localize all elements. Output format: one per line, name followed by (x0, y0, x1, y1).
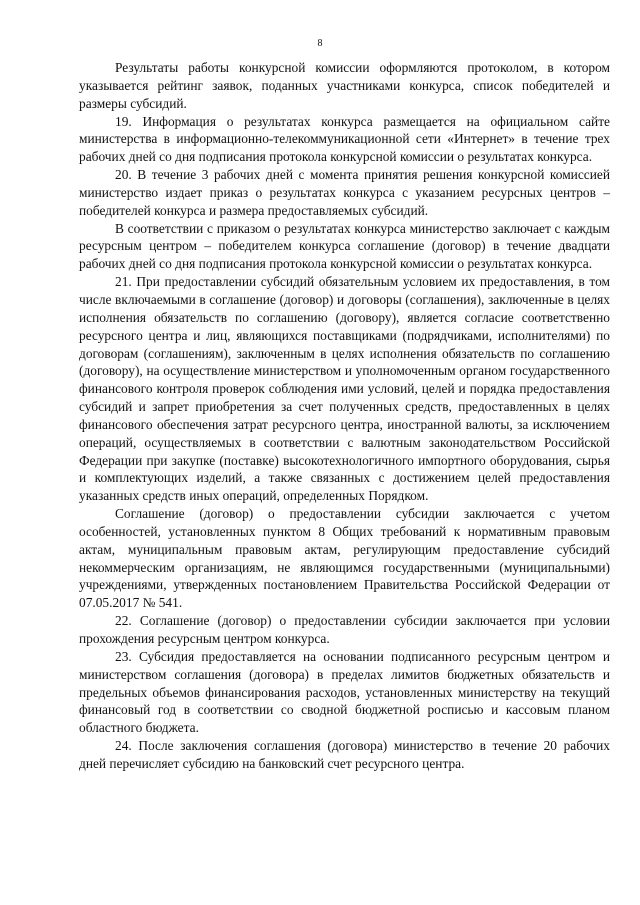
paragraph-agreement-features: Соглашение (договор) о предоставлении субсидии заключается с учетом особенностей, установленных пунктом 8 Общих требований к нормативным правовым актам, муниципальным правовым актам, регулирующим предоставление субсидий некоммерческим организациям, не являющимся государственными (муниципальными) учреждениями, утвержденных постановлением Правительства Российской Федерации от 07.05.2017 № 541. (79, 506, 610, 611)
paragraph-21: 21. При предоставлении субсидий обязательным условием их предоставления, в том числе включаемыми в соглашение (договор) и договоры (соглашения), заключенные в целях исполнения обязательств по соглашению (договору), является согласие соответственно ресурсного центра и лиц, являющихся поставщиками (подрядчиками, исполнителями) по договорам (соглашениям), заключенным в целях исполнения обязательств по соглашению (договору), на осуществление министерством и уполномоченным органом государственного финансового контроля проверок соблюдения ими условий, целей и порядка предоставления субсидий и запрет приобретения за счет полученных средств, предоставленных в целях финансового обеспечения затрат ресурсного центра, иностранной валюты, за исключением операций, осуществляемых в соответствии с валютным законодательством Российской Федерации при закупке (поставке) высокотехнологичного импортного оборудования, сырья и комплектующих изделий, а также связанных с достижением целей предоставления указанных средств иных операций, определенных Порядком. (79, 274, 610, 504)
paragraph-23: 23. Субсидия предоставляется на основании подписанного ресурсным центром и министерством соглашения (договора) в пределах лимитов бюджетных обязательств и предельных объемов финансирования расходов, установленных министерству на текущий финансовый год в соответствии со сводной бюджетной росписью и кассовым планом областного бюджета. (79, 648, 610, 736)
paragraph-20: 20. В течение 3 рабочих дней с момента принятия решения конкурсной комиссией министерство издает приказ о результатах конкурса с указанием ресурсных центров – победителей конкурса и размера предоставляемых субсидий. (79, 167, 610, 218)
page-number: 8 (317, 38, 323, 49)
paragraph-19: 19. Информация о результатах конкурса размещается на официальном сайте министерства в информационно-телекоммуникационной сети «Интернет» в течение трех рабочих дней со дня подписания протокола конкурсной комиссии о результатах конкурса. (79, 113, 610, 165)
paragraph-24: 24. После заключения соглашения (договора) министерство в течение 20 рабочих дней перечисляет субсидию на банковский счет ресурсного центра. (79, 738, 610, 771)
paragraph-competition-results: Результаты работы конкурсной комиссии оформляются протоколом, в котором указывается рейтинг заявок, поданных участниками конкурса, список победителей и размеры субсидий. (79, 60, 610, 111)
document-body (79, 59, 610, 773)
paragraph-agreement-order: В соответствии с приказом о результатах конкурса министерство заключает с каждым ресурсным центром – победителем конкурса соглашение (договор) в течение двадцати рабочих дней со дня подписания протокола конкурсной комиссии о результатах конкурса. (79, 220, 610, 272)
paragraph-22: 22. Соглашение (договор) о предоставлении субсидии заключается при условии прохождения ресурсным центром конкурса. (79, 613, 610, 646)
